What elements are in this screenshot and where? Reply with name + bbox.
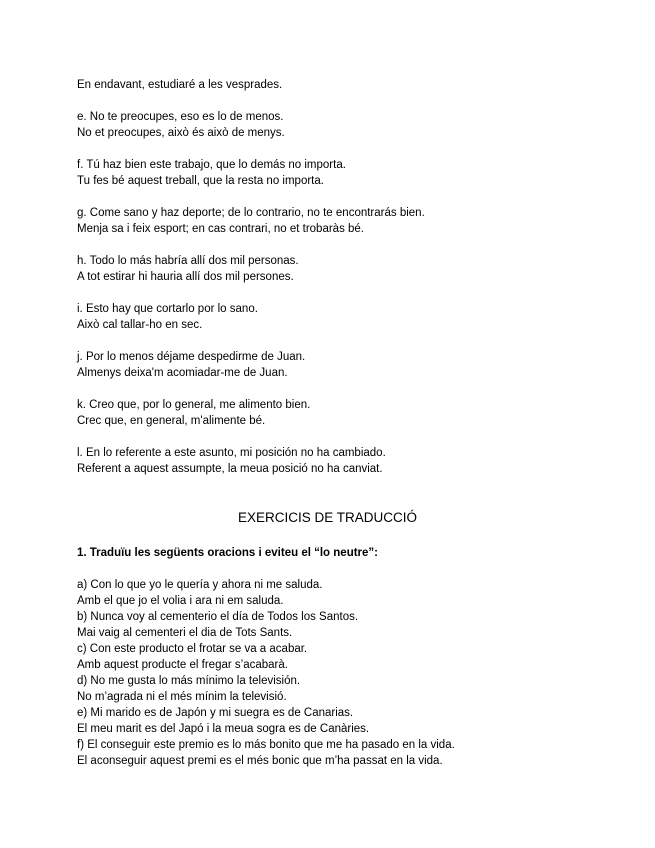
item-k-spanish: k. Creo que, por lo general, me alimento bien. — [77, 399, 311, 411]
exercise-e-spanish: e) Mi marido es de Japón y mi suegra es de Canarias. — [77, 707, 354, 719]
item-k-catalan: Crec que, en general, m'alimente bé. — [77, 415, 266, 427]
exercise-f-catalan: El aconseguir aquest premi es el més bonic que m’ha passat en la vida. — [77, 755, 443, 767]
exercise-f-spanish: f) El conseguir este premio es lo más bonito que me ha pasado en la vida. — [77, 739, 455, 751]
item-h-spanish: h. Todo lo más habría allí dos mil personas. — [77, 255, 299, 267]
item-l-spanish: l. En lo referente a este asunto, mi posición no ha cambiado. — [77, 447, 386, 459]
item-f-catalan: Tu fes bé aquest treball, que la resta no importa. — [77, 175, 324, 187]
exercise-a-spanish: a) Con lo que yo le quería y ahora ni me saluda. — [77, 579, 323, 591]
item-i-catalan: Això cal tallar-ho en sec. — [77, 319, 203, 331]
item-f-spanish: f. Tú haz bien este trabajo, que lo demás no importa. — [77, 159, 346, 171]
item-e-spanish: e. No te preocupes, eso es lo de menos. — [77, 111, 284, 123]
section-title: EXERCICIS DE TRADUCCIÓ — [237, 510, 418, 525]
exercise-b-catalan: Mai vaig al cementeri el dia de Tots Sants. — [77, 627, 293, 639]
exercise-b-spanish: b) Nunca voy al cementerio el día de Todos los Santos. — [77, 611, 359, 623]
item-h-catalan: A tot estirar hi hauria allí dos mil persones. — [77, 271, 294, 283]
item-j-catalan: Almenys deixa'm acomiadar-me de Juan. — [77, 367, 288, 379]
item-g-spanish: g. Come sano y haz deporte; de lo contrario, no te encontrarás bien. — [77, 207, 425, 219]
intro-line: En endavant, estudiaré a les vesprades. — [77, 79, 283, 91]
exercise-a-catalan: Amb el que jo el volia i ara ni em saluda. — [77, 595, 284, 607]
exercise-c-spanish: c) Con este producto el frotar se va a acabar. — [77, 643, 308, 655]
exercise-e-catalan: El meu marit es del Japó i la meua sogra es de Canàries. — [77, 723, 370, 735]
item-l-catalan: Referent a aquest assumpte, la meua posició no ha canviat. — [77, 463, 383, 475]
exercise-d-catalan: No m’agrada ni el més mínim la televisió. — [77, 691, 287, 703]
exercise-instruction: 1. Traduïu les següents oracions i eviteu el “lo neutre”: — [77, 547, 378, 559]
exercise-c-catalan: Amb aquest producte el fregar s’acabarà. — [77, 659, 288, 671]
item-i-spanish: i. Esto hay que cortarlo por lo sano. — [77, 303, 258, 315]
exercise-d-spanish: d) No me gusta lo más mínimo la televisión. — [77, 675, 301, 687]
item-g-catalan: Menja sa i feix esport; en cas contrari, no et trobaràs bé. — [77, 223, 365, 235]
item-e-catalan: No et preocupes, això és això de menys. — [77, 127, 285, 139]
item-j-spanish: j. Por lo menos déjame despedirme de Juan. — [77, 351, 306, 363]
